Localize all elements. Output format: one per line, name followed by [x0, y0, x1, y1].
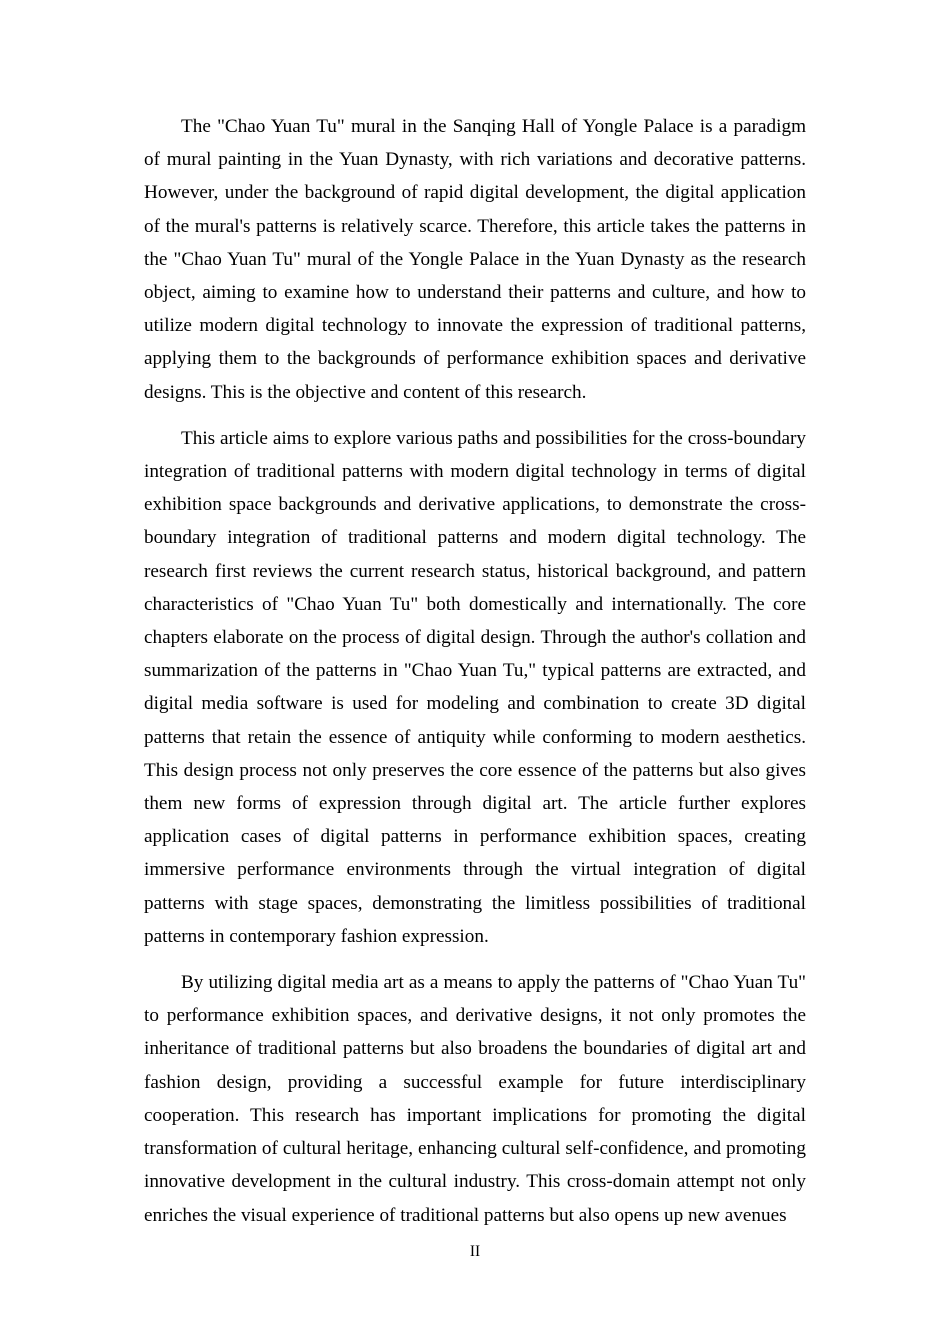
- body-paragraph-3: By utilizing digital media art as a means to apply the patterns of "Chao Yuan Tu" to performance exhibition spaces, and derivative designs, it not only promotes the inheritance of traditional patterns but also broadens the boundaries of digital art and fashion design, providing a successful example for future interdisciplinary cooperation. This research has important implications for promoting the digital transformation of cultural heritage, enhancing cultural self-confidence, and promoting innovative development in the cultural industry. This cross-domain attempt not only enriches the visual experience of traditional patterns but also opens up new avenues: [144, 972, 806, 1226]
- page-number: II: [469, 1243, 481, 1260]
- body-paragraph-2: This article aims to explore various paths and possibilities for the cross-boundary integration of traditional patterns with modern digital technology in terms of digital exhibition space backgrounds and derivative applications, to demonstrate the cross-boundary integration of traditional patterns and modern digital technology. The research first reviews the current research status, historical background, and pattern characteristics of "Chao Yuan Tu" both domestically and internationally. The core chapters elaborate on the process of digital design. Through the author's collation and summarization of the patterns in "Chao Yuan Tu," typical patterns are extracted, and digital media software is used for modeling and combination to create 3D digital patterns that retain the essence of antiquity while conforming to modern aesthetics. This design process not only preserves the core essence of the patterns but also gives them new forms of expression through digital art. The article further explores application cases of digital patterns in performance exhibition spaces, creating immersive performance environments through the virtual integration of digital patterns with stage spaces, demonstrating the limitless possibilities of traditional patterns in contemporary fashion expression.: [144, 427, 806, 947]
- page-body-text: [144, 110, 806, 1232]
- body-paragraph-1: The "Chao Yuan Tu" mural in the Sanqing Hall of Yongle Palace is a paradigm of mural painting in the Yuan Dynasty, with rich variations and decorative patterns. However, under the background of rapid digital development, the digital application of the mural's patterns is relatively scarce. Therefore, this article takes the patterns in the "Chao Yuan Tu" mural of the Yongle Palace in the Yuan Dynasty as the research object, aiming to examine how to understand their patterns and culture, and how to utilize modern digital technology to innovate the expression of traditional patterns, applying them to the backgrounds of performance exhibition spaces and derivative designs. This is the objective and content of this research.: [144, 116, 806, 403]
